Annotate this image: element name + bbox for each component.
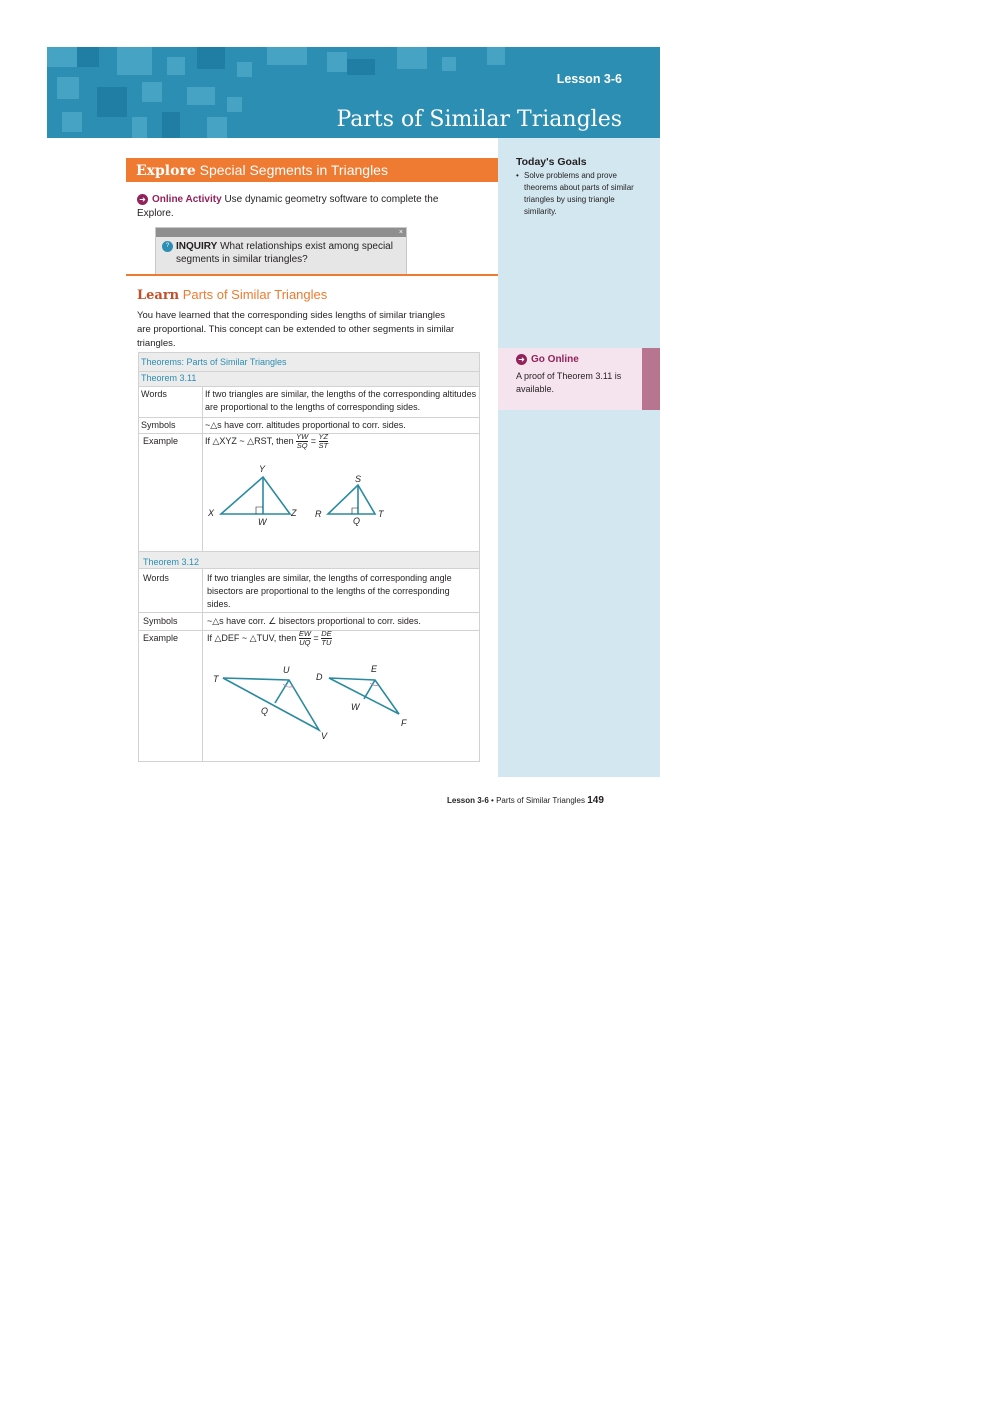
t311-fraction-2: $\frac{YZ}{ST}$ — [318, 432, 329, 450]
label-s: S — [355, 474, 362, 484]
t312-fraction-1: $\frac{EW}{UQ}$ — [298, 629, 311, 647]
lesson-number: Lesson 3-6 — [556, 72, 622, 86]
t311-example-label: Example — [143, 436, 179, 446]
label-x: X — [208, 508, 215, 518]
online-activity — [137, 193, 477, 221]
sidebar — [498, 138, 660, 777]
theorem-312-label: Theorem 3.12 — [143, 557, 200, 567]
goals-title: Today's Goals — [516, 156, 587, 168]
label-q: Q — [261, 706, 269, 716]
label-t: T — [213, 674, 219, 684]
theorems-box — [138, 352, 480, 762]
t311-example: If △XYZ ~ △RST, then $\frac{YW}{SQ}$ = $\frac{YZ}{ST}$ — [205, 432, 329, 450]
go-online-title[interactable]: Go Online — [531, 354, 579, 366]
inquiry-question: What relationships exist among special segments in similar triangles? — [176, 241, 393, 265]
label-q: Q — [353, 516, 361, 526]
t312-symbols: ~△s have corr. ∠ bisectors proportional to corr. sides. — [207, 616, 421, 626]
label-d: D — [316, 672, 323, 682]
t312-example: If △DEF ~ △TUV, then $\frac{EW}{UQ}$ = $\frac{DE}{TU}$ — [207, 629, 332, 647]
triangle-def — [329, 678, 399, 714]
t311-words: If two triangles are similar, the lengths of the corresponding altitudes are proportional to the lengths of corresponding sides. — [205, 389, 477, 412]
footer-separator: • — [491, 796, 494, 805]
t311-words-label: Words — [141, 389, 167, 399]
go-online-text: A proof of Theorem 3.11 is available. — [516, 371, 622, 394]
t312-example-label: Example — [143, 633, 179, 643]
t311-figure — [203, 453, 479, 533]
t312-fraction-2: $\frac{DE}{TU}$ — [321, 629, 332, 647]
goals-list — [516, 170, 634, 218]
page-number: 149 — [587, 795, 604, 806]
label-w: W — [351, 702, 360, 712]
label-t: T — [378, 509, 384, 519]
learn-bold: Learn — [137, 288, 180, 303]
bisector-ew — [364, 680, 375, 699]
label-u: U — [283, 665, 290, 675]
t312-words: If two triangles are similar, the lengths of corresponding angle bisectors are proportional to the lengths of the corresponding sides. — [207, 573, 452, 609]
theorems-header: Theorems: Parts of Similar Triangles — [141, 357, 287, 367]
go-online-icon: ➜ — [516, 354, 527, 365]
learn-title: Parts of Similar Triangles — [182, 287, 328, 302]
t311-symbols: ~△s have corr. altitudes proportional to corr. sides. — [205, 420, 406, 430]
label-z: Z — [291, 508, 297, 518]
lesson-banner — [47, 47, 660, 138]
label-e: E — [371, 664, 378, 674]
explore-heading — [126, 158, 498, 182]
close-icon[interactable]: × — [398, 229, 403, 236]
lesson-title: Parts of Similar Triangles — [336, 107, 622, 132]
online-activity-link[interactable]: Online Activity — [152, 194, 222, 205]
learn-heading — [137, 287, 327, 303]
inquiry-close-bar — [156, 228, 406, 237]
section-divider — [126, 274, 498, 276]
inquiry-box — [155, 227, 407, 275]
go-online-box[interactable] — [498, 348, 660, 410]
online-activity-text: Use dynamic geometry software to complete the Explore. — [137, 194, 439, 219]
triangle-rst — [328, 485, 375, 514]
t312-words-label: Words — [143, 573, 169, 583]
t312-figure — [203, 658, 479, 758]
footer-lesson: Lesson 3-6 — [447, 796, 489, 805]
explore-title: Special Segments in Triangles — [199, 162, 388, 178]
label-r: R — [315, 509, 322, 519]
inquiry-label: INQUIRY — [176, 241, 218, 252]
page-footer — [447, 795, 604, 806]
theorem-311-label: Theorem 3.11 — [141, 373, 197, 383]
online-activity-icon: ➜ — [137, 194, 148, 205]
explore-bold: Explore — [136, 163, 196, 179]
label-f: F — [401, 718, 407, 728]
bisector-uq — [275, 680, 289, 703]
goal-item: • Solve problems and prove theorems about parts of similar triangles by using triangle similarity. — [516, 170, 634, 218]
triangle-xyz — [221, 477, 290, 514]
label-v: V — [321, 731, 328, 741]
t311-symbols-label: Symbols — [141, 420, 176, 430]
t311-fraction-1: $\frac{YW}{SQ}$ — [296, 432, 309, 450]
learn-body: You have learned that the corresponding sides lengths of similar triangles are proportional. This concept can be extended to other segments in similar triangles. — [137, 310, 455, 349]
inquiry-icon: ? — [162, 241, 173, 252]
t312-symbols-label: Symbols — [143, 616, 178, 626]
label-y: Y — [259, 464, 266, 474]
label-w: W — [258, 517, 267, 527]
triangle-tuv — [223, 678, 319, 730]
footer-title: Parts of Similar Triangles — [496, 796, 585, 805]
